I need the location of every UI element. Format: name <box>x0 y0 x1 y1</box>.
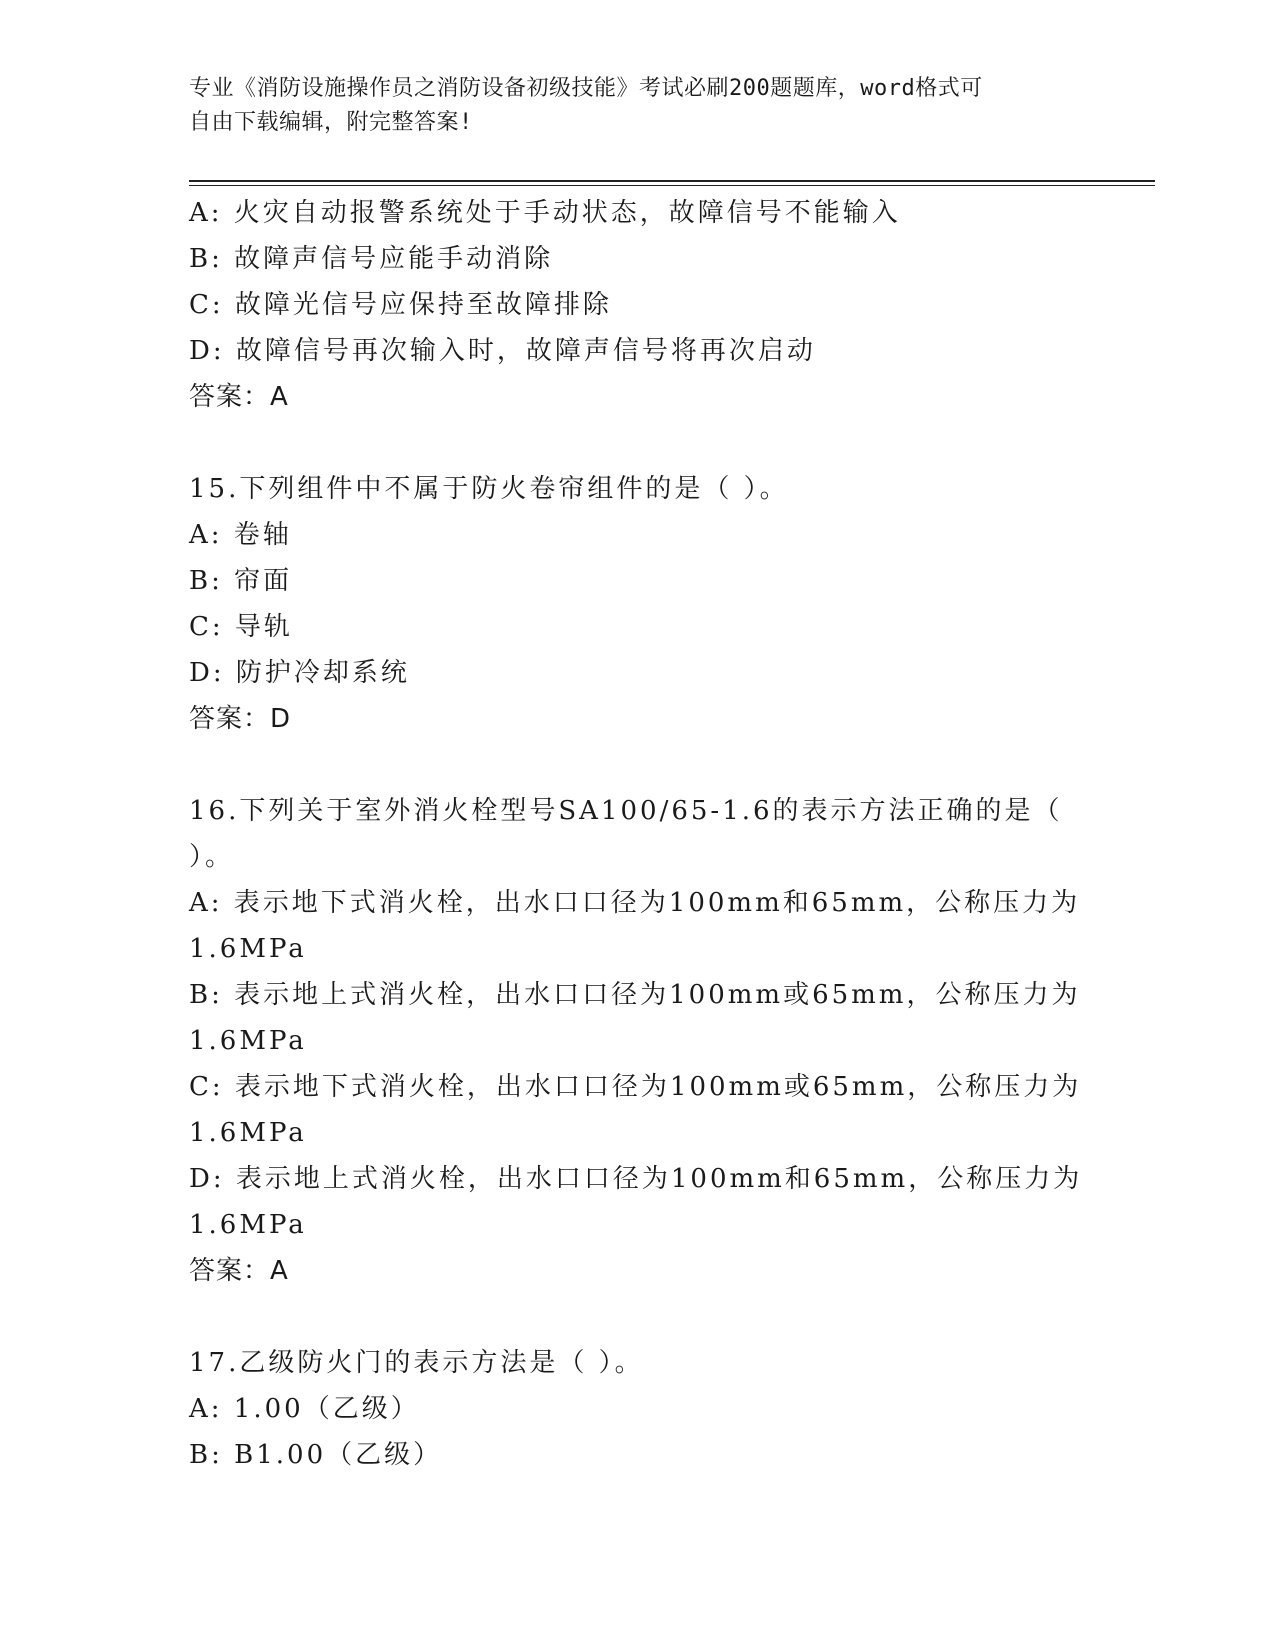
q17-option-b: B: B1.00（乙级） <box>189 1440 443 1470</box>
q16-question-line-1: 16.下列关于室外消火栓型号SA100/65-1.6的表示方法正确的是（ <box>189 796 1063 826</box>
q14-answer: 答案：A <box>189 382 289 412</box>
spacer <box>189 742 1089 788</box>
q17-question: 17.乙级防火门的表示方法是（ ）。 <box>189 1348 644 1378</box>
header-divider <box>189 180 1155 182</box>
header-title-line-1: 专业《消防设施操作员之消防设备初级技能》考试必刷200题题库，word格式可 <box>189 76 983 101</box>
q14-option-c: C: 故障光信号应保持至故障排除 <box>189 290 612 320</box>
q16-option-a-line-1: A: 表示地下式消火栓，出水口口径为100mm和65mm，公称压力为 <box>189 888 1081 918</box>
q15-option-a: A: 卷轴 <box>189 520 292 550</box>
header-title-line-2: 自由下载编辑，附完整答案! <box>189 110 473 135</box>
q14-option-d: D: 故障信号再次输入时，故障声信号将再次启动 <box>189 336 816 366</box>
document-header <box>189 72 1089 140</box>
q14-option-a: A: 火灾自动报警系统处于手动状态，故障信号不能输入 <box>189 198 901 228</box>
q16-option-c-line-1: C: 表示地下式消火栓，出水口口径为100mm或65mm，公称压力为 <box>189 1072 1082 1102</box>
q16-option-b-line-1: B: 表示地上式消火栓，出水口口径为100mm或65mm，公称压力为 <box>189 980 1081 1010</box>
spacer <box>189 1294 1089 1340</box>
q16-option-c-line-2: 1.6MPa <box>189 1118 307 1148</box>
q15-answer: 答案：D <box>189 704 292 734</box>
q15-option-b: B: 帘面 <box>189 566 293 596</box>
q15-option-d: D: 防护冷却系统 <box>189 658 410 688</box>
q16-option-d-line-2: 1.6MPa <box>189 1210 307 1240</box>
q16-option-d-line-1: D: 表示地上式消火栓，出水口口径为100mm和65mm，公称压力为 <box>189 1164 1083 1194</box>
q17-option-a: A: 1.00（乙级） <box>189 1394 420 1424</box>
spacer <box>189 420 1089 466</box>
q16-option-b-line-2: 1.6MPa <box>189 1026 307 1056</box>
q16-answer: 答案：A <box>189 1256 289 1286</box>
q16-option-a-line-2: 1.6MPa <box>189 934 307 964</box>
q16-question-line-2: ）。 <box>189 842 235 872</box>
q15-option-c: C: 导轨 <box>189 612 293 642</box>
q15-question: 15.下列组件中不属于防火卷帘组件的是（ ）。 <box>189 474 789 504</box>
question-body <box>189 190 1089 1478</box>
q14-option-b: B: 故障声信号应能手动消除 <box>189 244 554 274</box>
header-divider-thin <box>189 185 1155 186</box>
